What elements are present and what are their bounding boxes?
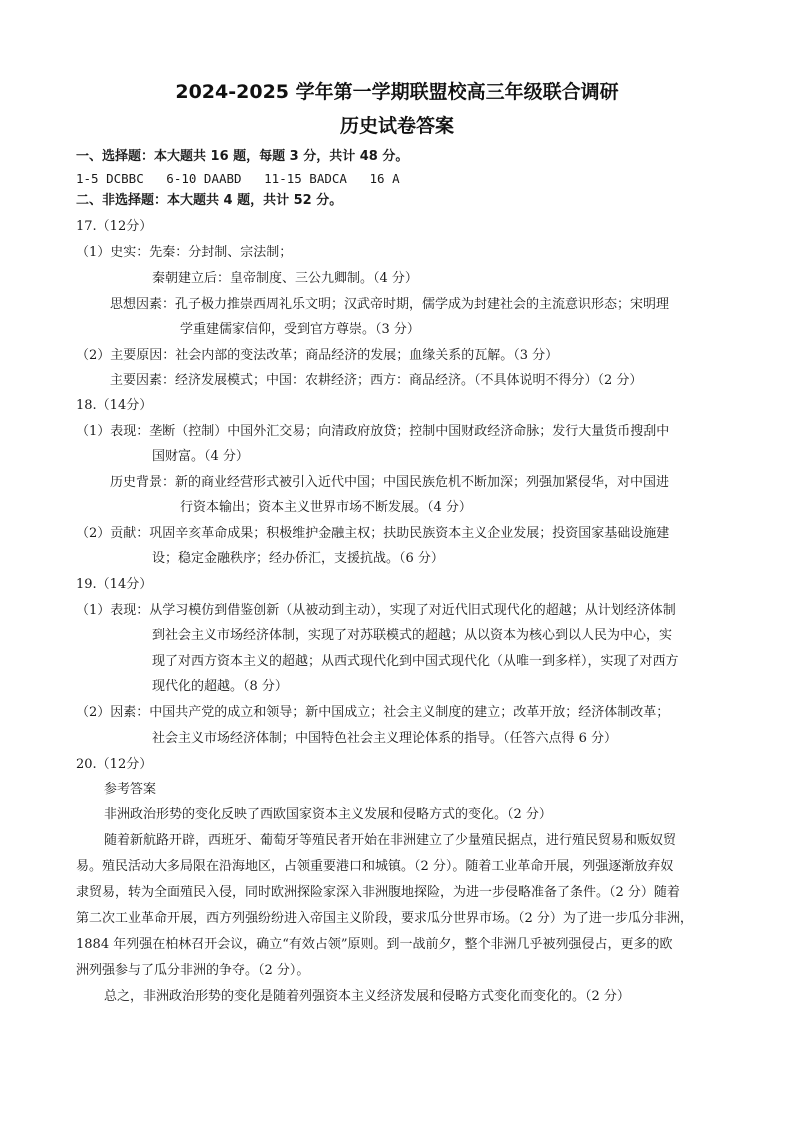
document-title: 2024-2025 学年第一学期联盟校高三年级联合调研 <box>175 81 619 103</box>
q17-part1-line2: 秦朝建立后：皇帝制度、三公九卿制。（4 分） <box>152 271 418 286</box>
q19-part1-line3: 现了对西方资本主义的超越；从西式现代化到中国式现代化（从唯一到多样），实现了对西方 <box>152 654 679 669</box>
q20-line1: 非洲政治形势的变化反映了西欧国家资本主义发展和侵略方式的变化。（2 分） <box>104 807 552 822</box>
q17-part2-line2: 主要因素：经济发展模式；中国：农耕经济；西方：商品经济。（不具体说明不得分）（2 分） <box>110 373 643 388</box>
multiple-choice-answers: 1-5 DCBBC 6-10 DAABD 11-15 BADCA 16 A <box>76 171 400 186</box>
q19-part2-line2: 社会主义市场经济体制；中国特色社会主义理论体系的指导。（任答六点得 6 分） <box>152 731 618 746</box>
q20-line6: 1884 年列强在柏林召开会议，确立“有效占领”原则。到一战前夕，整个非洲几乎被列强侵占，更多的欧 <box>76 937 673 952</box>
question-20-number: 20.（12分） <box>76 757 153 772</box>
q20-line7: 洲列强参与了瓜分非洲的争夺。（2 分）。 <box>76 963 310 978</box>
q20-line4: 隶贸易，转为全面殖民入侵，同时欧洲探险家深入非洲腹地探险，为进一步侵略准备了条件。（2 分）随着 <box>76 885 680 900</box>
question-19-number: 19.（14分） <box>76 577 153 592</box>
q20-line8: 总之，非洲政治形势的变化是随着列强资本主义经济发展和侵略方式变化而变化的。（2 分） <box>104 989 630 1004</box>
q17-part1-line4: 学重建儒家信仰，受到官方尊崇。（3 分） <box>180 322 420 337</box>
q19-part1-line1: （1）表现：从学习模仿到借鉴创新（从被动到主动），实现了对近代旧式现代化的超越；从计划经济体制 <box>76 603 676 618</box>
q17-part1-line1: （1）史实：先秦：分封制、宗法制； <box>76 245 293 260</box>
q18-part2-line2: 设；稳定金融秩序；经办侨汇，支援抗战。（6 分） <box>152 551 444 566</box>
q18-part1-line4: 行资本输出；资本主义世界市场不断发展。（4 分） <box>180 500 472 515</box>
q20-line5: 第二次工业革命开展，西方列强纷纷进入帝国主义阶段，要求瓜分世界市场。（2 分）为了进一步瓜分非洲， <box>76 911 693 926</box>
q17-part2-line1: （2）主要原因：社会内部的变法改革；商品经济的发展；血缘关系的瓦解。（3 分） <box>76 348 559 363</box>
question-17-number: 17.（12分） <box>76 219 153 234</box>
q17-part1-line3: 思想因素：孔子极力推崇西周礼乐文明；汉武帝时期，儒学成为封建社会的主流意识形态；宋明理 <box>110 297 670 312</box>
q20-line3: 易。殖民活动大多局限在沿海地区，占领重要港口和城镇。（2 分）。随着工业革命开展，列强逐渐放弃奴 <box>76 859 674 874</box>
q18-part1-line1: （1）表现：垄断（控制）中国外汇交易；向清政府放贷；控制中国财政经济命脉；发行大量货币搜刮中 <box>76 424 670 439</box>
q20-reference-label: 参考答案 <box>104 782 157 797</box>
q19-part1-line4: 现代化的超越。（8 分） <box>152 679 288 694</box>
document-subtitle: 历史试卷答案 <box>339 115 454 137</box>
q20-line2: 随着新航路开辟，西班牙、葡萄牙等殖民者开始在非洲建立了少量殖民据点，进行殖民贸易和贩奴贸 <box>104 833 677 848</box>
q18-part2-line1: （2）贡献：巩固辛亥革命成果；积极维护金融主权；扶助民族资本主义企业发展；投资国家基础设施建 <box>76 526 670 541</box>
q19-part1-line2: 到社会主义市场经济体制，实现了对苏联模式的超越；从以资本为核心到以人民为中心，实 <box>152 628 673 643</box>
question-18-number: 18.（14分） <box>76 398 153 413</box>
q19-part2-line1: （2）因素：中国共产党的成立和领导；新中国成立；社会主义制度的建立；改革开放；经济体制改革； <box>76 705 670 720</box>
q18-part1-line3: 历史背景：新的商业经营形式被引入近代中国；中国民族危机不断加深；列强加紧侵华，对中国进 <box>110 475 670 490</box>
section-1-heading: 一、选择题：本大题共 16 题，每题 3 分，共计 48 分。 <box>76 149 409 164</box>
section-2-heading: 二、非选择题：本大题共 4 题，共计 52 分。 <box>76 193 343 208</box>
q18-part1-line2: 国财富。（4 分） <box>152 449 249 464</box>
